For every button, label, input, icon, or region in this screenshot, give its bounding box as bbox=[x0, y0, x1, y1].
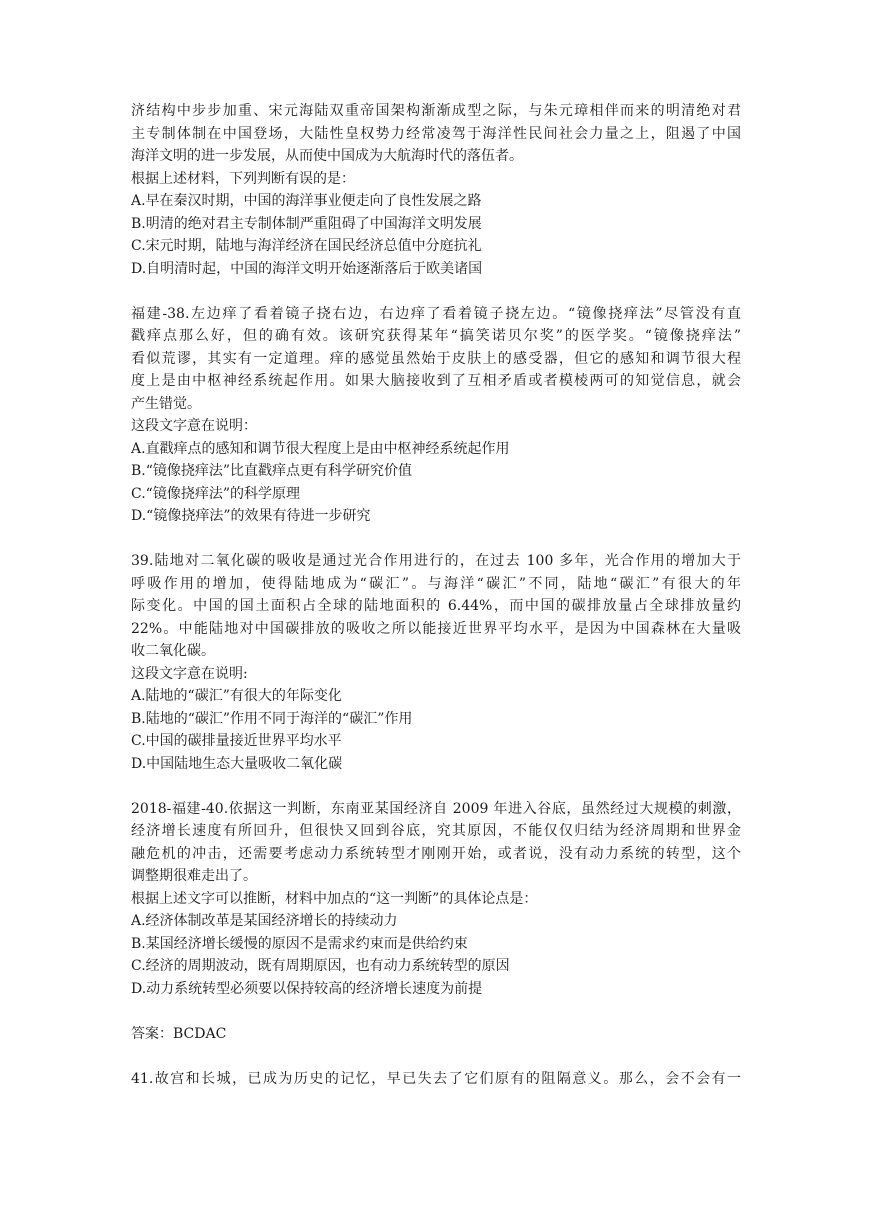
passage-line: 调整期很难走出了。 bbox=[131, 868, 257, 884]
passage-line: 主专制体制在中国登场，大陆性皇权势力经常凌驾于海洋性民间社会力量之上，阻遏了中国 bbox=[131, 125, 741, 142]
passage-line: 际变化。中国的国土面积占全球的陆地面积的 6.44%，而中国的碳排放量占全球排放量约 bbox=[131, 598, 741, 614]
question-block-38 bbox=[131, 303, 741, 528]
option-c: C.中国的碳排量接近世界平均水平 bbox=[131, 733, 342, 749]
passage-line: 呼吸作用的增加，使得陆地成为“碳汇”。与海洋“碳汇”不同，陆地“碳汇”有很大的年 bbox=[131, 575, 741, 592]
passage-line: 经济增长速度有所回升，但很快又回到谷底，究其原因，不能仅仅归结为经济周期和世界金 bbox=[131, 823, 741, 839]
question-prompt: 这段文字意在说明： bbox=[131, 418, 257, 434]
option-a: A.陆地的“碳汇”有很大的年际变化 bbox=[131, 688, 342, 704]
option-a: A.早在秦汉时期，中国的海洋事业便走向了良性发展之路 bbox=[131, 193, 482, 209]
answer-key: 答案：BCDAC bbox=[131, 1025, 227, 1042]
passage-line: 41.故宫和长城，已成为历史的记忆，早已失去了它们原有的阻隔意义。那么，会不会有一 bbox=[131, 1070, 741, 1087]
passage-line: 度上是由中枢神经系统起作用。如果大脑接收到了互相矛盾或者模棱两可的知觉信息，就会 bbox=[131, 373, 741, 389]
option-d: D.自明清时起，中国的海洋文明开始逐渐落后于欧美诸国 bbox=[131, 260, 483, 277]
option-d: D.动力系统转型必须要以保持较高的经济增长速度为前提 bbox=[131, 980, 483, 997]
question-prompt: 这段文字意在说明: bbox=[131, 665, 248, 682]
option-c: C.经济的周期波动，既有周期原因，也有动力系统转型的原因 bbox=[131, 958, 510, 974]
option-b: B.某国经济增长缓慢的原因不是需求约束而是供给约束 bbox=[131, 935, 468, 952]
option-a: A.经济体制改革是某国经济增长的持续动力 bbox=[131, 913, 398, 929]
option-d: D.中国陆地生态大量吸收二氧化碳 bbox=[131, 755, 343, 772]
passage-line: 看似荒谬，其实有一定道理。痒的感觉虽然始于皮肤上的感受器，但它的感知和调节很大程 bbox=[131, 350, 741, 367]
question-block-37 bbox=[131, 100, 741, 280]
passage-line: 海洋文明的进一步发展，从而使中国成为大航海时代的落伍者。 bbox=[131, 148, 523, 164]
passage-line: 22%。中能陆地对中国碳排放的吸收之所以能接近世界平均水平，是因为中国森林在大量吸 bbox=[131, 620, 741, 637]
passage-line: 济结构中步步加重、宋元海陆双重帝国架构渐渐成型之际，与朱元璋相伴而来的明清绝对君 bbox=[131, 103, 741, 119]
question-block-41 bbox=[131, 1068, 741, 1091]
option-b: B.明清的绝对君主专制体制严重阻碍了中国海洋文明发展 bbox=[131, 215, 482, 232]
question-prompt: 根据上述文字可以推断，材料中加点的“这一判断”的具体论点是： bbox=[131, 890, 538, 907]
passage-line: 2018-福建-40.依据这一判断，东南亚某国经济自 2009 年进入谷底，虽然经过大规模的刺激， bbox=[131, 800, 741, 817]
passage-line: 戳痒点那么好，但的确有效。该研究获得某年“搞笑诺贝尔奖”的医学奖。“镜像挠痒法” bbox=[131, 328, 741, 344]
question-block-39 bbox=[131, 550, 741, 775]
option-a: A.直戳痒点的感知和调节很大程度上是由中枢神经系统起作用 bbox=[131, 440, 510, 457]
option-d: D.“镜像挠痒法”的效果有待进一步研究 bbox=[131, 508, 371, 524]
passage-line: 39.陆地对二氧化碳的吸收是通过光合作用进行的，在过去 100 多年，光合作用的增加大于 bbox=[131, 553, 741, 569]
question-block-40 bbox=[131, 798, 741, 1001]
passage-line: 福建-38.左边痒了看着镜子挠右边，右边痒了看着镜子挠左边。“镜像挠痒法”尽管没有直 bbox=[131, 305, 741, 322]
passage-line: 融危机的冲击，还需要考虑动力系统转型才刚刚开始，或者说，没有动力系统的转型，这个 bbox=[131, 845, 741, 862]
option-b: B.“镜像挠痒法”比直戳痒点更有科学研究价值 bbox=[131, 463, 413, 479]
option-c: C.“镜像挠痒法”的科学原理 bbox=[131, 485, 300, 502]
question-prompt: 根据上述材料，下列判断有误的是： bbox=[131, 170, 355, 187]
option-b: B.陆地的“碳汇”作用不同于海洋的“碳汇”作用 bbox=[131, 710, 413, 727]
option-c: C.宋元时期，陆地与海洋经济在国民经济总值中分庭抗礼 bbox=[131, 238, 482, 254]
document-page bbox=[131, 100, 741, 1090]
passage-line: 产生错觉。 bbox=[131, 395, 201, 412]
passage-line: 收二氧化碳。 bbox=[131, 643, 215, 659]
